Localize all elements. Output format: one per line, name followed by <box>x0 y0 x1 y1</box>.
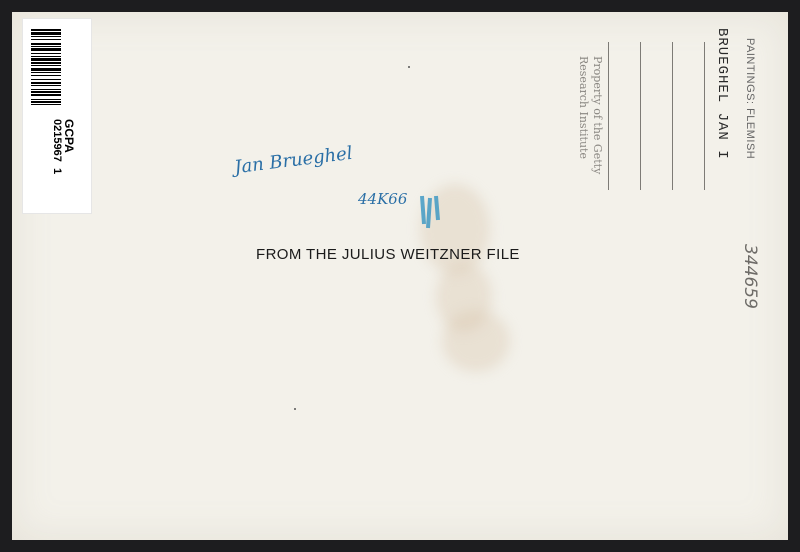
stamp-line-1: Property of the Getty <box>591 56 604 175</box>
photo-card-back <box>12 12 788 540</box>
copy-number: 1 <box>51 167 63 175</box>
ruled-line <box>608 42 609 190</box>
pin-mark <box>294 408 296 410</box>
stamp-line-2: Research Institute <box>577 56 590 159</box>
barcode-label <box>22 18 92 214</box>
barcode-bar <box>31 105 61 107</box>
category-label: PAINTINGS: FLEMISH <box>744 38 756 160</box>
pin-mark <box>408 66 410 68</box>
ruled-line <box>640 42 641 190</box>
handwritten-code: 44K66 <box>358 190 408 208</box>
ruled-line <box>704 42 705 190</box>
property-stamp <box>576 56 604 174</box>
catalog-number: 0215967 <box>51 119 63 162</box>
typed-artist-name: BRUEGHEL JAN I <box>714 28 730 160</box>
handwritten-artist-name: Jan Brueghel <box>233 142 354 179</box>
water-stain <box>442 310 510 372</box>
ruled-line <box>672 42 673 190</box>
institution-code: GCPA <box>62 119 76 153</box>
barcode-text <box>51 119 75 174</box>
pencil-inventory-number: 344659 <box>740 244 760 309</box>
ink-bleed-marks <box>416 194 444 238</box>
source-file-note: FROM THE JULIUS WEITZNER FILE <box>256 246 520 263</box>
